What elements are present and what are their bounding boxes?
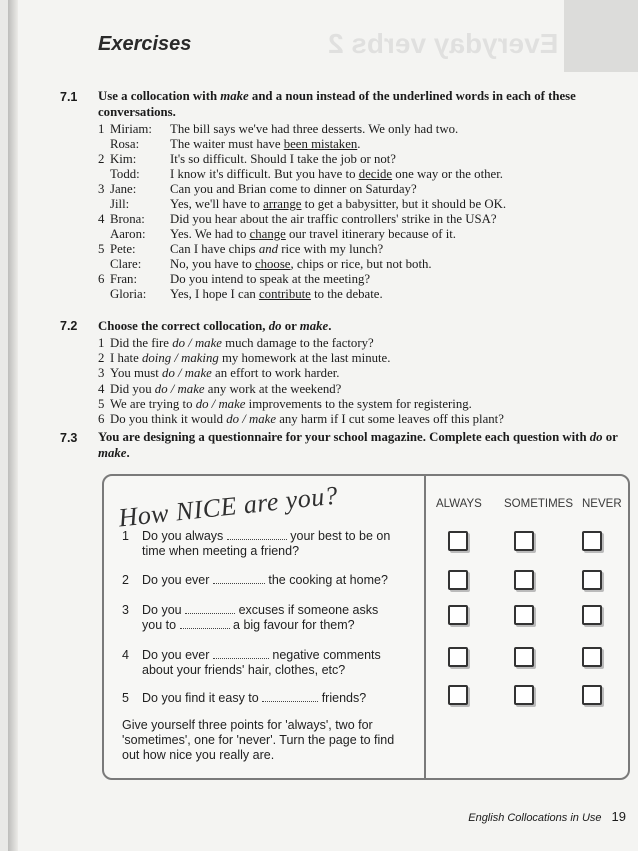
conversation-line: 2 Kim: It's so difficult. Should I take the job or not?: [98, 152, 618, 167]
exercise-7-1-number: 7.1: [60, 90, 78, 104]
choice-options[interactable]: do / make: [226, 412, 277, 427]
speaker-name: Fran:: [110, 272, 138, 286]
conversation-line: [98, 227, 618, 242]
choice-options[interactable]: doing / making: [141, 351, 219, 366]
checkbox-q1-always[interactable]: [448, 531, 468, 551]
checkbox-q3-never[interactable]: [582, 605, 602, 625]
exercise-7-1-conversations: [98, 122, 618, 302]
speech-text: Can I have chips and rice with my lunch?: [170, 242, 384, 256]
underlined-phrase: choose: [254, 257, 291, 271]
speaker-name: Jill:: [110, 197, 130, 211]
book-title: English Collocations in Use: [468, 812, 602, 824]
conversation-line: 1 Miriam: The bill says we've had three desserts. We only had two.: [98, 122, 618, 137]
question-1: 1 Do you always your best to be on time when meeting a friend?: [122, 529, 391, 558]
speaker-name: Kim:: [110, 152, 137, 166]
questionnaire-box: [102, 474, 630, 780]
answer-blank[interactable]: [180, 619, 230, 629]
page-number: 19: [611, 809, 626, 824]
conversation-line: 3 Jane: Can you and Brian come to dinner on Saturday?: [98, 182, 618, 197]
speaker-name: Aaron:: [110, 227, 146, 241]
checkbox-q5-never[interactable]: [582, 685, 602, 705]
checkbox-q4-always[interactable]: [448, 647, 468, 667]
answer-blank[interactable]: [227, 530, 287, 540]
speech-text: Yes, we'll have to arrange to get a babysitter, but it should be OK.: [170, 197, 507, 211]
column-header-never: NEVER: [582, 498, 622, 510]
speaker-name: Brona:: [110, 212, 145, 226]
answer-blank[interactable]: [213, 574, 265, 584]
answer-blank[interactable]: [262, 692, 318, 702]
speaker-name: Jane:: [110, 182, 137, 196]
checkbox-q3-sometimes[interactable]: [514, 605, 534, 625]
underlined-phrase: change: [249, 227, 286, 241]
answer-blank[interactable]: [213, 649, 269, 659]
exercise-7-3-number: 7.3: [60, 431, 78, 445]
speech-text: The bill says we've had three desserts. We only had two.: [170, 122, 459, 136]
checkbox-q4-never[interactable]: [582, 647, 602, 667]
underlined-phrase: arrange: [263, 197, 302, 211]
answer-blank[interactable]: [185, 604, 235, 614]
exercise-item: 1 Did the fire do / make much damage to the factory?: [98, 336, 374, 350]
checkbox-q2-always[interactable]: [448, 570, 468, 590]
speaker-name: Clare:: [110, 257, 142, 271]
conversation-line: 6 Fran: Do you intend to speak at the meeting?: [98, 272, 618, 287]
exercise-7-2-instruction: Choose the correct collocation, do or make.: [98, 319, 332, 333]
speech-text: The waiter must have been mistaken.: [170, 137, 361, 151]
page-title: Exercises: [98, 33, 192, 55]
question-2: 2 Do you ever the cooking at home?: [122, 573, 388, 587]
checkbox-q1-sometimes[interactable]: [514, 531, 534, 551]
exercise-7-2-items: [98, 336, 504, 427]
exercise-item: 3 You must do / make an effort to work harder.: [98, 366, 340, 381]
speaker-name: Todd:: [110, 167, 140, 181]
chapter-tab: [564, 0, 638, 72]
choice-options[interactable]: do / make: [154, 381, 205, 396]
speech-text: Yes, I hope I can contribute to the debate.: [170, 287, 383, 301]
speaker-name: Miriam:: [110, 122, 152, 136]
exercise-item: 4 Did you do / make any work at the weekend?: [98, 381, 342, 396]
speech-text: Yes. We had to change our travel itinerary because of it.: [170, 227, 457, 241]
checkbox-q2-sometimes[interactable]: [514, 570, 534, 590]
page-footer: [468, 809, 626, 824]
speech-text: It's so difficult. Should I take the job or not?: [170, 152, 396, 166]
conversation-line: [98, 137, 618, 152]
checkbox-q5-sometimes[interactable]: [514, 685, 534, 705]
exercise-item: 6 Do you think it would do / make any harm if I cut some leaves off this plant?: [98, 412, 504, 427]
page-spine-shadow: [8, 0, 18, 851]
conversation-line: 4 Brona: Did you hear about the air traffic controllers' strike in the USA?: [98, 212, 618, 227]
choice-options[interactable]: do / make: [162, 366, 212, 381]
conversation-line: [98, 197, 618, 212]
bleed-through-text: Everyday verbs 2: [328, 28, 559, 59]
checkbox-q2-never[interactable]: [582, 570, 602, 590]
column-divider: [424, 476, 426, 778]
questionnaire-title: How NICE are you?: [117, 480, 340, 533]
exercise-item: 2 I hate doing / making my homework at the last minute.: [98, 351, 391, 366]
checkbox-q5-always[interactable]: [448, 685, 468, 705]
exercise-item: 5 We are trying to do / make improvements to the system for registering.: [98, 396, 472, 411]
question-5: 5 Do you find it easy to friends?: [122, 691, 367, 705]
question-4: 4 Do you ever negative comments about your friends' hair, clothes, etc?: [122, 648, 381, 677]
exercise-7-3-instruction: You are designing a questionnaire for your school magazine. Complete each question with do or make.: [98, 430, 618, 460]
checkbox-q3-always[interactable]: [448, 605, 468, 625]
underlined-phrase: been mistaken: [283, 137, 358, 151]
checkbox-q4-sometimes[interactable]: [514, 647, 534, 667]
exercise-7-2-number: 7.2: [60, 319, 78, 333]
choice-options[interactable]: do / make: [172, 336, 222, 350]
column-header-sometimes: SOMETIMES: [504, 498, 574, 510]
conversation-line: 5 Pete: Can I have chips and rice with my lunch?: [98, 242, 618, 257]
speech-text: No, you have to choose, chips or rice, but not both.: [170, 257, 432, 271]
conversation-line: [98, 257, 618, 272]
exercise-7-1-instruction: Use a collocation with make and a noun instead of the underlined words in each of these conversations.: [98, 89, 576, 119]
speaker-name: Pete:: [110, 242, 136, 256]
underlined-phrase: contribute: [258, 287, 311, 301]
column-header-always: ALWAYS: [436, 498, 482, 510]
checkbox-q1-never[interactable]: [582, 531, 602, 551]
conversation-line: [98, 287, 618, 302]
speaker-name: Rosa:: [110, 137, 140, 151]
speech-text: Do you intend to speak at the meeting?: [170, 272, 371, 286]
speech-text: Did you hear about the air traffic controllers' strike in the USA?: [170, 212, 497, 226]
speaker-name: Gloria:: [110, 287, 147, 301]
speech-text: I know it's difficult. But you have to decide one way or the other.: [170, 167, 503, 181]
scoring-note: Give yourself three points for 'always', two for 'sometimes', one for 'never'. Turn the page to find out how nice you really are.: [122, 718, 395, 762]
underlined-phrase: decide: [358, 167, 393, 181]
choice-options[interactable]: do / make: [195, 396, 246, 411]
conversation-line: [98, 167, 618, 182]
question-3: 3 Do you excuses if someone asks you to a big favour for them?: [122, 603, 379, 632]
speech-text: Can you and Brian come to dinner on Saturday?: [170, 182, 417, 196]
